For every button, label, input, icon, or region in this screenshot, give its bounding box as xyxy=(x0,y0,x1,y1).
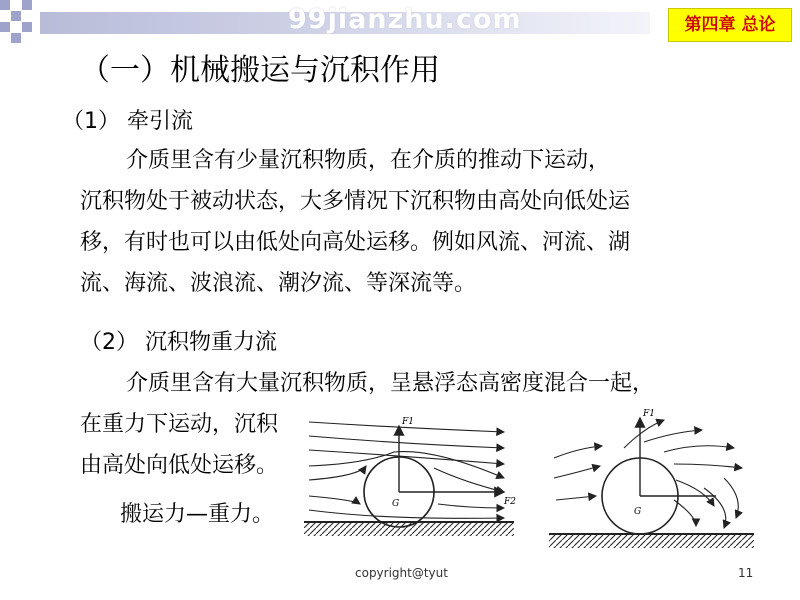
streamlines xyxy=(309,422,504,518)
label-f1: F1 xyxy=(402,417,414,427)
right-panel xyxy=(549,409,754,548)
ground-hatch xyxy=(304,522,514,536)
page-number: 11 xyxy=(738,566,754,580)
streamlines xyxy=(554,420,742,528)
ground-hatch xyxy=(549,534,754,548)
section1-heading: （1） 牵引流 xyxy=(62,109,193,134)
section1-line: 介质里含有少量沉积物质，在介质的推动下运动， xyxy=(126,148,611,173)
left-panel xyxy=(304,417,516,536)
section1-line: 移，有时也可以由低处向高处运移。例如风流、河流、湖 xyxy=(80,230,631,255)
copyright-text: copyright@tyut xyxy=(355,566,448,580)
section2-line: 介质里含有大量沉积物质，呈悬浮态高密度混合一起， xyxy=(126,371,655,396)
section2-line: 在重力下运动，沉积 xyxy=(80,412,279,437)
deco-square xyxy=(11,33,21,43)
section1-paragraph xyxy=(80,140,750,304)
watermark: 99jianzhu.com xyxy=(288,4,522,35)
deco-square xyxy=(0,0,10,10)
section2-line: 搬运力—重力。 xyxy=(120,502,275,527)
section1-line: 流、海流、波浪流、潮汐流、等深流等。 xyxy=(80,271,477,296)
label-f1: F1 xyxy=(643,409,655,419)
label-g: G xyxy=(634,507,642,517)
slide-title: （一）机械搬运与沉积作用 xyxy=(80,53,440,88)
deco-square xyxy=(22,22,32,32)
label-f2: F2 xyxy=(504,497,516,507)
section2-line: 由高处向低处运移。 xyxy=(80,453,279,478)
deco-square xyxy=(11,11,21,21)
deco-square xyxy=(0,22,10,32)
section2-heading: （2） 沉积物重力流 xyxy=(80,330,277,355)
flow-diagram xyxy=(304,408,758,556)
section1-line: 沉积物处于被动状态，大多情况下沉积物由高处向低处运 xyxy=(80,189,631,214)
label-g: G xyxy=(392,499,400,509)
header-bar xyxy=(0,0,800,48)
chapter-badge: 第四章 总论 xyxy=(668,8,792,42)
flow-diagram-svg xyxy=(304,408,758,556)
deco-square xyxy=(22,0,32,10)
